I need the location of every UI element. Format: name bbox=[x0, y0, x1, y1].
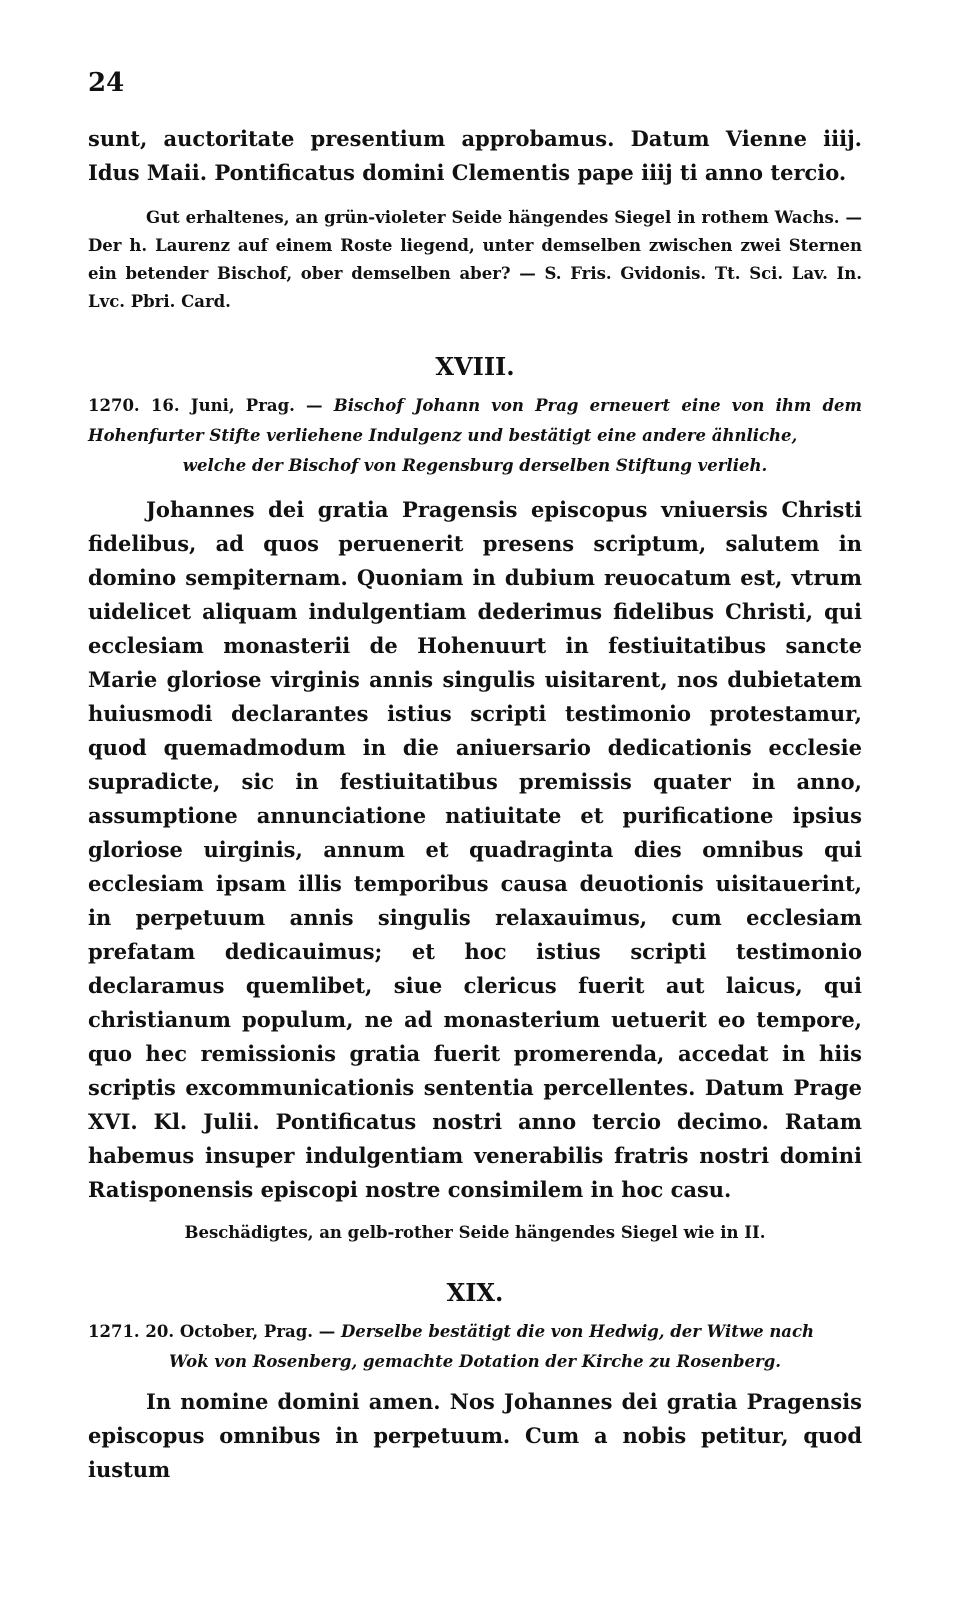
regest-date-place: 1270. 16. Juni, Prag. bbox=[88, 396, 295, 415]
regest-summary-line1: Bischof Johann von Prag erneuert eine von ihm dem Hohenfurter Stifte verliehene Indulgenz und bestätigt eine andere ähnliche, bbox=[88, 396, 862, 445]
document-numeral-19: XIX. bbox=[446, 1278, 504, 1307]
document-numeral-18: XVIII. bbox=[435, 352, 515, 381]
charter-text-19: In nomine domini amen. Nos Johannes dei gratia Pragensis episcopus omnibus in perpetuum. Cum a nobis petitur, quod iustum bbox=[88, 1389, 862, 1482]
regest-date-place: 1271. 20. October, Prag. bbox=[88, 1322, 313, 1341]
regest-dash: — bbox=[294, 396, 334, 415]
page-number: 24 bbox=[88, 68, 125, 98]
regest-18 bbox=[88, 391, 862, 481]
regest-summary-line2: Wok von Rosenberg, gemachte Dotation der Kirche zu Rosenberg. bbox=[169, 1352, 781, 1371]
regest-dash: — bbox=[313, 1322, 341, 1341]
regest-summary-line2: welche der Bischof von Regensburg derselben Stiftung verlieh. bbox=[182, 456, 768, 475]
seal-description: Gut erhaltenes, an grün-violeter Seide hängendes Siegel in rothem Wachs. — Der h. Laurenz auf einem Roste liegend, unter demselben zwischen zwei Sternen ein betender Bischof, ober demselben aber? — S. Fris. Gvidonis. Tt. Sci. Lav. In. Lvc. Pbri. Card. bbox=[88, 208, 862, 311]
seal-note-18: Beschädigtes, an gelb-rother Seide hängendes Siegel wie in II. bbox=[184, 1223, 766, 1242]
document-page bbox=[88, 68, 862, 1487]
charter-text-18: Johannes dei gratia Pragensis episcopus vniuersis Christi fidelibus, ad quos peruenerit presens scriptum, salutem in domino sempiternam. Quoniam in dubium reuocatum est, vtrum uidelicet aliquam indulgentiam dederimus fidelibus Christi, qui ecclesiam monasterii de Hohenuurt in festiuitatibus sancte Marie gloriose virginis annis singulis uisitarent, nos dubietatem huiusmodi declarantes istius scripti testimonio protestamur, quod quemadmodum in die aniuersario dedicationis ecclesie supradicte, sic in festiuitatibus premissis quater in anno, assumptione annunciatione natiuitate et purificatione ipsius gloriose uirginis, annum et quadraginta dies omnibus qui ecclesiam ipsam illis temporibus causa deuotionis uisitauerint, in perpetuum annis singulis relaxauimus, cum ecclesiam prefatam dedicauimus; et hoc istius scripti testimonio declaramus quemlibet, siue clericus fuerit aut laicus, qui christianum populum, ne ad monasterium uetuerit eo tempore, quo hec remissionis gratia fuerit promerenda, accedat in hiis scriptis excommunicationis sententia percellentes. Datum Prage XVI. Kl. Julii. Pontificatus nostri anno tercio decimo. Ratam habemus insuper indulgentiam venerabilis fratris nostri domini Ratisponensis episcopi nostre consimilem in hoc casu. bbox=[88, 497, 862, 1202]
continuation-text: sunt, auctoritate presentium approbamus. Datum Vienne iiij. Idus Maii. Pontificatus domini Clementis pape iiij ti anno tercio. bbox=[88, 126, 862, 185]
regest-19 bbox=[88, 1317, 862, 1377]
regest-summary-line1: Derselbe bestätigt die von Hedwig, der Witwe nach bbox=[341, 1322, 815, 1341]
